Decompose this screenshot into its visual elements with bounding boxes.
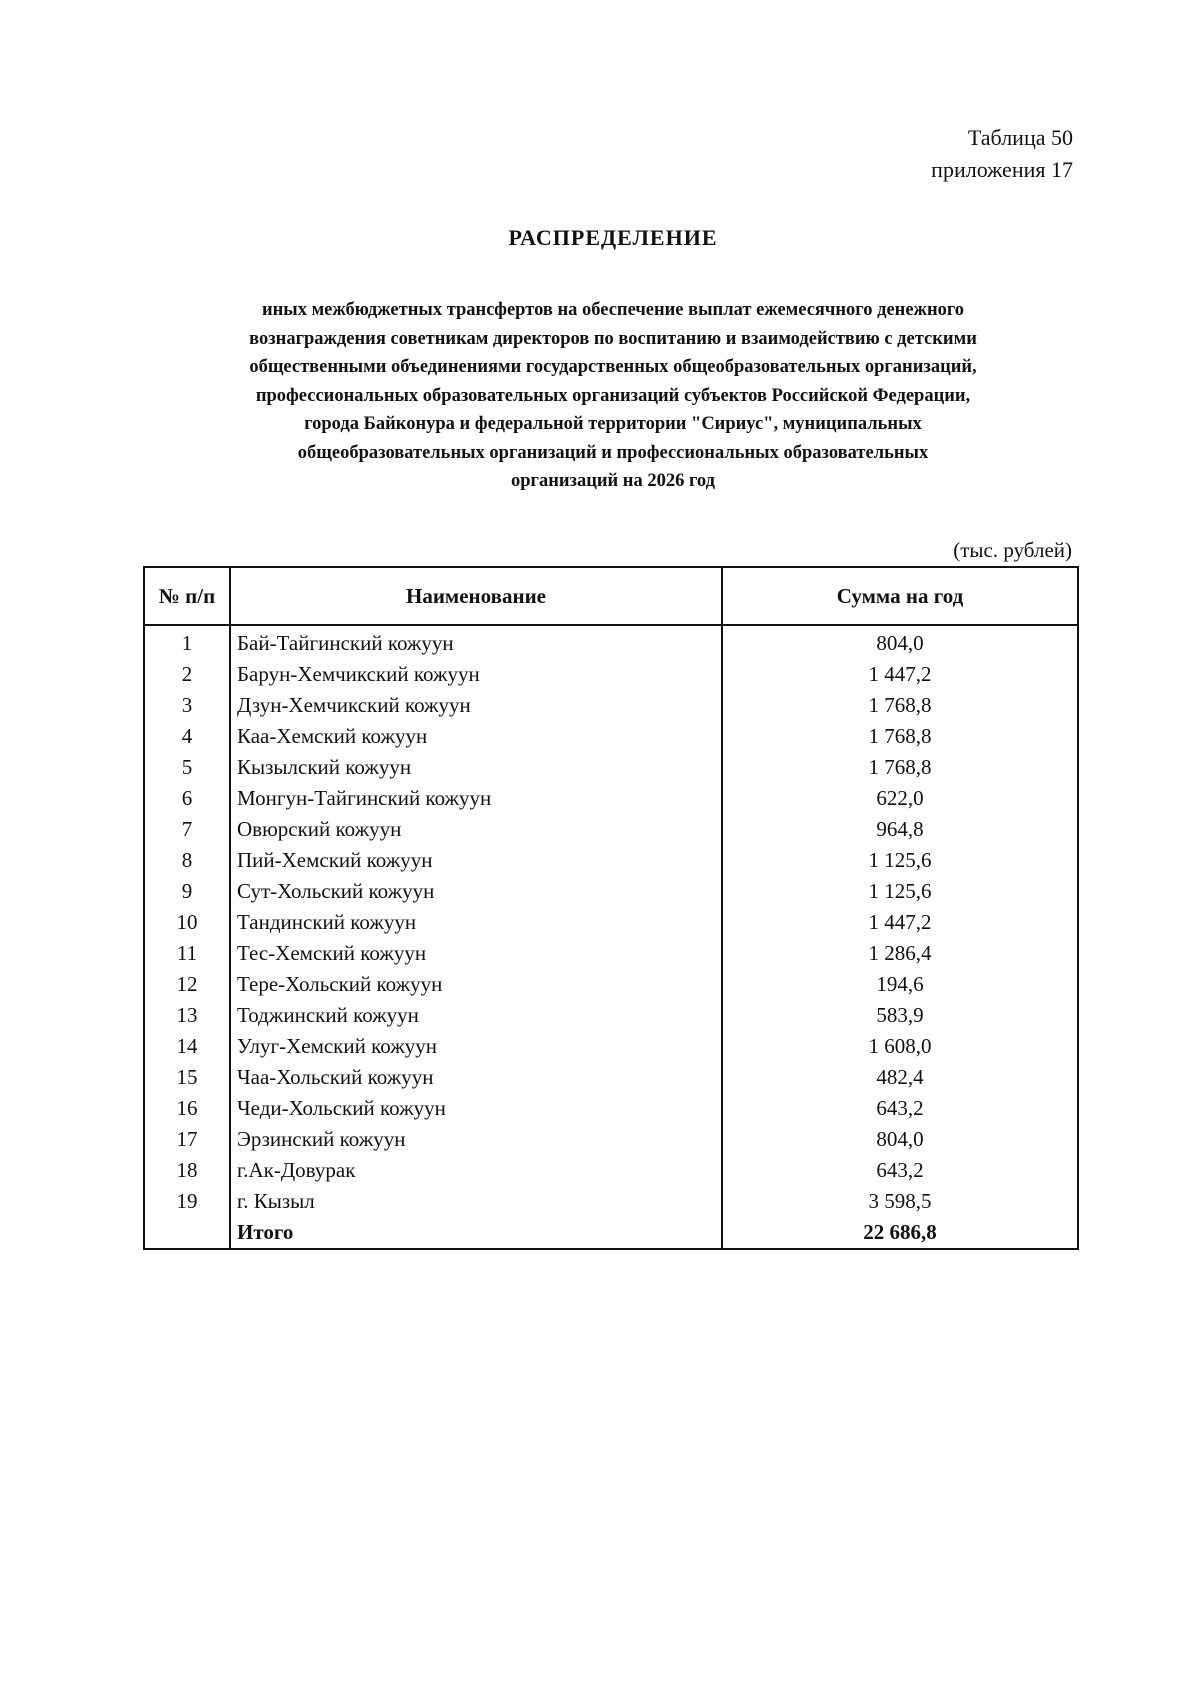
column-header-number: № п/п: [144, 567, 230, 625]
row-sum: 1 125,6: [722, 845, 1078, 876]
row-sum: 1 286,4: [722, 938, 1078, 969]
column-header-name: Наименование: [230, 567, 722, 625]
row-name: Эрзинский кожуун: [230, 1124, 722, 1155]
table-row: [144, 1000, 1078, 1031]
row-number: 5: [144, 752, 230, 783]
row-sum: 583,9: [722, 1000, 1078, 1031]
document-subtitle: [140, 296, 1086, 496]
row-sum: 1 608,0: [722, 1031, 1078, 1062]
row-name: Дзун-Хемчикский кожуун: [230, 690, 722, 721]
row-sum: 482,4: [722, 1062, 1078, 1093]
row-number: 10: [144, 907, 230, 938]
total-number-cell: [144, 1217, 230, 1249]
table-row: [144, 969, 1078, 1000]
row-number: 12: [144, 969, 230, 1000]
row-name: Тандинский кожуун: [230, 907, 722, 938]
row-number: 8: [144, 845, 230, 876]
row-sum: 804,0: [722, 1124, 1078, 1155]
row-sum: 964,8: [722, 814, 1078, 845]
row-number: 11: [144, 938, 230, 969]
row-number: 17: [144, 1124, 230, 1155]
table-body: [144, 625, 1078, 1249]
table-row: [144, 876, 1078, 907]
row-name: г.Ак-Довурак: [230, 1155, 722, 1186]
row-number: 18: [144, 1155, 230, 1186]
table-row: [144, 752, 1078, 783]
table-row: [144, 845, 1078, 876]
row-name: Монгун-Тайгинский кожуун: [230, 783, 722, 814]
table-row: [144, 659, 1078, 690]
table-row: [144, 1155, 1078, 1186]
row-number: 2: [144, 659, 230, 690]
table-row: [144, 1124, 1078, 1155]
subtitle-line: иных межбюджетных трансфертов на обеспечение выплат ежемесячного денежного: [261, 300, 965, 320]
table-row: [144, 783, 1078, 814]
row-sum: 1 447,2: [722, 659, 1078, 690]
row-name: Чаа-Хольский кожуун: [230, 1062, 722, 1093]
table-header-row: [144, 567, 1078, 625]
row-number: 7: [144, 814, 230, 845]
subtitle-line: вознаграждения советникам директоров по воспитанию и взаимодействию с детскими: [249, 328, 977, 349]
row-name: Чеди-Хольский кожуун: [230, 1093, 722, 1124]
row-number: 16: [144, 1093, 230, 1124]
subtitle-line: города Байконура и федеральной территории "Сириус", муниципальных: [304, 414, 922, 434]
row-name: г. Кызыл: [230, 1186, 722, 1217]
units-note: (тыс. рублей): [953, 538, 1072, 562]
row-sum: 1 768,8: [722, 690, 1078, 721]
row-name: Барун-Хемчикский кожуун: [230, 659, 722, 690]
appendix-number: приложения 17: [931, 157, 1073, 182]
table-row: [144, 814, 1078, 845]
table-row: [144, 1093, 1078, 1124]
row-number: 13: [144, 1000, 230, 1031]
row-sum: 1 447,2: [722, 907, 1078, 938]
row-sum: 3 598,5: [722, 1186, 1078, 1217]
column-header-sum: Сумма на год: [722, 567, 1078, 625]
row-sum: 1 768,8: [722, 721, 1078, 752]
row-name: Тес-Хемский кожуун: [230, 938, 722, 969]
table-row: [144, 721, 1078, 752]
table-row: [144, 1031, 1078, 1062]
row-sum: 804,0: [722, 625, 1078, 659]
row-name: Тере-Хольский кожуун: [230, 969, 722, 1000]
row-sum: 643,2: [722, 1093, 1078, 1124]
row-number: 19: [144, 1186, 230, 1217]
distribution-table: [143, 566, 1079, 1250]
row-name: Каа-Хемский кожуун: [230, 721, 722, 752]
row-name: Улуг-Хемский кожуун: [230, 1031, 722, 1062]
row-number: 4: [144, 721, 230, 752]
subtitle-line: организаций на 2026 год: [511, 471, 715, 491]
row-name: Овюрский кожуун: [230, 814, 722, 845]
subtitle-line: общеобразовательных организаций и профессиональных образовательных: [297, 442, 929, 463]
row-sum: 643,2: [722, 1155, 1078, 1186]
total-row: [144, 1217, 1078, 1249]
row-name: Тоджинский кожуун: [230, 1000, 722, 1031]
table-row: [144, 625, 1078, 659]
row-name: Кызылский кожуун: [230, 752, 722, 783]
row-number: 14: [144, 1031, 230, 1062]
subtitle-line: общественными объединениями государственных общеобразовательных организаций,: [249, 357, 977, 377]
row-number: 15: [144, 1062, 230, 1093]
table-row: [144, 938, 1078, 969]
table-row: [144, 690, 1078, 721]
row-number: 3: [144, 690, 230, 721]
row-sum: 622,0: [722, 783, 1078, 814]
row-name: Сут-Хольский кожуун: [230, 876, 722, 907]
row-name: Бай-Тайгинский кожуун: [230, 625, 722, 659]
total-label: Итого: [230, 1217, 722, 1249]
row-number: 1: [144, 625, 230, 659]
row-sum: 194,6: [722, 969, 1078, 1000]
document-title: РАСПРЕДЕЛЕНИЕ: [508, 225, 718, 250]
table-number: Таблица 50: [967, 125, 1073, 150]
table-row: [144, 907, 1078, 938]
row-sum: 1 125,6: [722, 876, 1078, 907]
subtitle-line: профессиональных образовательных организаций субъектов Российской Федерации,: [255, 385, 971, 406]
row-number: 6: [144, 783, 230, 814]
row-number: 9: [144, 876, 230, 907]
table-row: [144, 1062, 1078, 1093]
row-sum: 1 768,8: [722, 752, 1078, 783]
table-row: [144, 1186, 1078, 1217]
total-sum: 22 686,8: [722, 1217, 1078, 1249]
row-name: Пий-Хемский кожуун: [230, 845, 722, 876]
table-reference: [931, 122, 1073, 186]
